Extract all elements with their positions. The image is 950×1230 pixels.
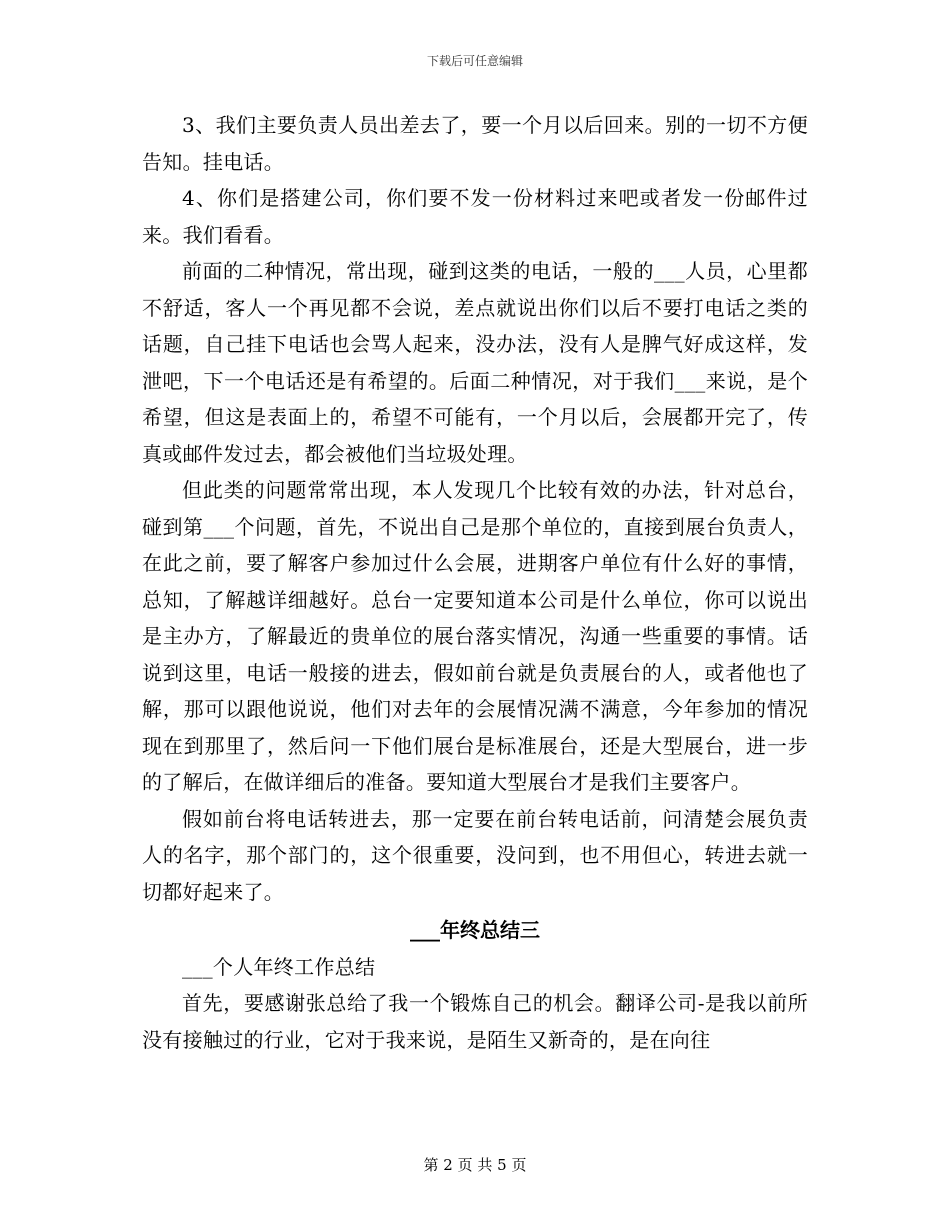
paragraph-transfer-call: 假如前台将电话转进去，那一定要在前台转电话前，问清楚会展负责人的名字，那个部门的，这个很重要，没问到，也不用但心，转进去就一切都好起来了。 <box>142 806 808 904</box>
paragraph-first-two-cases: 前面的二种情况，常出现，碰到这类的电话，一般的___人员，心里都不舒适，客人一个再见都不会说，差点就说出你们以后不要打电话之类的话题，自己挂下电话也会骂人起来，没办法，没有人是脾气好成这样，发泄吧，下一个电话还是有希望的。后面二种情况，对于我们___来说，是个希望，但这是表面上的，希望不可能有，一个月以后，会展都开完了，传真或邮件发过去，都会被他们当垃圾处理。 <box>142 259 808 466</box>
paragraph-solutions: 但此类的问题常常出现，本人发现几个比较有效的办法，针对总台，碰到第___个问题，首先，不说出自己是那个单位的，直接到展台负责人，在此之前，要了解客户参加过什么会展，进期客户单位有什么好的事情，总知，了解越详细越好。总台一定要知道本公司是什么单位，你可以说出是主办方，了解最近的贵单位的展台落实情况，沟通一些重要的事情。话说到这里，电话一般接的进去，假如前台就是负责展台的人，或者他也了解，那可以跟他说说，他们对去年的会展情况满不满意，今年参加的情况现在到那里了，然后问一下他们展台是标准展台，还是大型展台，进一步的了解后，在做详细后的准备。要知道大型展台才是我们主要客户。 <box>142 478 808 794</box>
paragraph-intro: 首先，要感谢张总给了我一个锻炼自己的机会。翻译公司-是我以前所没有接触过的行业，它对于我来说，是陌生又新奇的，是在向往 <box>142 991 808 1052</box>
document-body <box>142 107 808 1058</box>
paragraph-item-3: 3、我们主要负责人员出差去了，要一个月以后回来。别的一切不方便告知。挂电话。 <box>142 113 808 174</box>
section-title: ___年终总结三 <box>410 918 540 942</box>
page-number-footer: 第 2 页 共 5 页 <box>423 1156 527 1174</box>
section-subtitle: ___个人年终工作总结 <box>182 954 376 979</box>
page-header-note: 下载后可任意编辑 <box>426 54 523 68</box>
paragraph-item-4: 4、你们是搭建公司，你们要不发一份材料过来吧或者发一份邮件过来。我们看看。 <box>142 186 808 247</box>
